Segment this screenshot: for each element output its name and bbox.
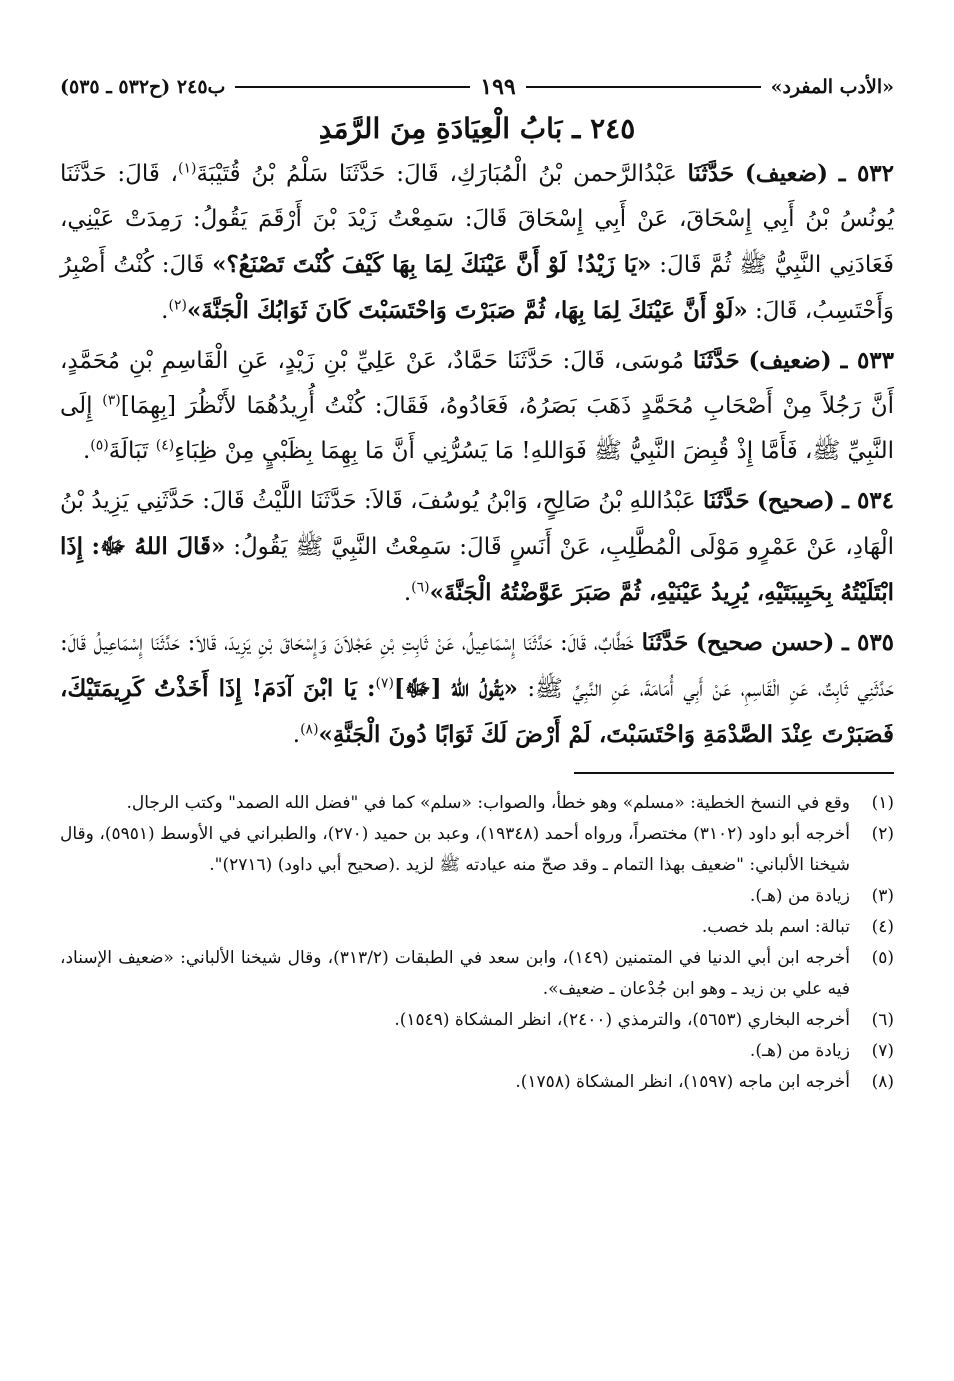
footnote-text: تبالة: اسم بلد خصب.	[701, 917, 850, 937]
hadith-grade: (صحيح)	[756, 487, 835, 514]
footnote-ref: (٢)	[168, 297, 187, 314]
hadith-text: تَبَالَةَ	[108, 438, 149, 464]
hadith-opener: حَدَّثَنَا	[687, 160, 735, 187]
book-page	[60, 70, 894, 1098]
running-head-rule-right	[526, 86, 761, 88]
hadith-533	[60, 338, 894, 474]
footnote-text: زيادة من (هـ).	[749, 1041, 850, 1061]
footnotes	[60, 788, 894, 1098]
footnote-5	[60, 943, 894, 1005]
hadith-535	[60, 620, 894, 758]
prophetic-speech: «يَقُولُ اللهُ [ﷻ]	[393, 675, 518, 702]
chapter-title: ٢٤٥ ـ بَابُ الْعِيَادَةِ مِنَ الرَّمَدِ	[318, 112, 636, 145]
hadith-text: مُوسَى، قَالَ: حَدَّثَنَا حَمَّادٌ، عَنْ عَلِيِّ بْنِ زَيْدٍ، عَنِ الْقَاسِمِ بْنِ مُحَمَّدٍ، أَنَّ رَجُلاً مِنْ أَصْحَابِ مُحَمَّدٍ ذَهَبَ بَصَرُهُ، فَعَادُوهُ، فَقَالَ: كُنْتُ أُرِيدُهُمَا لأَنْظُرَ [بِهِمَا]	[60, 348, 894, 419]
hadith-number: ٥٣٢ ـ	[838, 160, 895, 187]
hadith-grade: (ضعيف)	[748, 347, 832, 374]
running-head-book: «الأدب المفرد»	[770, 76, 894, 98]
footnote-ref: (٥)	[90, 437, 109, 454]
page-number: ١٩٩	[480, 74, 516, 100]
hadith-text: إِلَى النَّبِيِّ ﷺ، فَأَمَّا إِذْ قُبِضَ النَّبِيُّ ﷺ فَوَاللهِ! مَا يَسُرُّنِي أَنَّ مَا بِهِمَا بِظَبْيٍ مِنْ ظِبَاءِ	[60, 393, 894, 464]
footnote-ref: (٤)	[155, 437, 175, 454]
footnote-separator	[574, 772, 894, 774]
hadith-text: ، قَالَ: حَدَّثَنَا يُونُسُ بْنُ أَبِي إِسْحَاقَ، عَنْ أَبِي إِسْحَاقَ قَالَ: سَمِعْتُ زَيْدَ بْنَ أَرْقَمَ يَقُولُ: رَمِدَتْ عَيْنِي، فَعَادَنِي النَّبِيُّ ﷺ ثُمَّ قَالَ:	[60, 161, 895, 278]
footnote-number: (٣)	[871, 886, 894, 906]
footnote-7	[60, 1036, 894, 1067]
footnote-ref: (٣)	[102, 392, 121, 409]
footnote-text: أخرجه ابن ماجه (١٥٩٧)، انظر المشكاة (١٧٥٨).	[515, 1072, 850, 1092]
running-head	[60, 70, 894, 104]
hadith-text: .	[292, 722, 301, 748]
hadith-number: ٥٣٤ ـ	[842, 487, 894, 514]
footnote-number: (٢)	[871, 824, 894, 844]
hadith-opener: حَدَّثَنَا	[641, 629, 689, 656]
hadith-number: ٥٣٣ ـ	[840, 347, 895, 374]
running-head-rule-left	[235, 86, 470, 88]
hadith-532	[60, 151, 894, 334]
prophetic-speech: : يَا ابْنَ آدَمَ! إِذَا أَخَذْتُ كَرِيمَتَيْكَ، فَصَبَرْتَ عِنْدَ الصَّدْمَةِ وَاحْتَسَبْتَ، لَمْ أَرْضَ لَكَ ثَوَابًا دُونَ الْجَنَّةِ»	[60, 675, 894, 748]
prophetic-speech: «قَالَ اللهُ ﷻ: إِذَا ابْتَلَيْتُهُ بِحَبِيبَتَيْهِ، يُرِيدُ عَيْنَيْهِ، ثُمَّ صَبَرَ عَوَّضْتُهُ الْجَنَّةَ»	[60, 533, 894, 606]
footnote-number: (٤)	[871, 917, 894, 937]
footnote-ref: (١)	[177, 160, 197, 177]
footnote-text: وقع في النسخ الخطية: «مسلم» وهو خطأ، والصواب: «سلم» كما في "فضل الله الصمد" وكتب الرجال.	[126, 793, 850, 813]
footnote-text: أخرجه ابن أبي الدنيا في المتمنين (١٤٩)، وابن سعد في الطبقات (٣١٣/٢)، وقال شيخنا الألباني: «ضعيف الإسناد، فيه علي بن زيد ـ وهو ابن جُدْعان ـ ضعيف».	[60, 948, 850, 999]
hadith-grade: (حسن صحيح)	[695, 629, 835, 656]
hadith-text: عَبْدُاللهِ بْنُ صَالِحٍ، وَابْنُ يُوسُفَ، قَالاَ: حَدَّثَنَا اللَّيْثُ قَالَ: حَدَّثَنِي يَزِيدُ بْنُ الْهَادِ، عَنْ عَمْرٍو مَوْلَى الْمُطَّلِبِ، عَنْ أَنَسٍ قَالَ: سَمِعْتُ النَّبِيَّ ﷺ يَقُولُ:	[60, 488, 894, 560]
footnote-8	[60, 1067, 894, 1098]
hadith-text: خَطَّابٌ، قَالَ: حَدَّثَنَا إِسْمَاعِيلُ، عَنْ ثَابِتِ بْنِ عَجْلاَنَ وَإِسْحَاقَ بْنِ يَزِيدَ، قَالاَ: حَدَّثَنَا إِسْمَاعِيلُ قَالَ: حَدَّثَنِي ثَابِتٌ، عَنِ الْقَاسِمِ، عَنْ أَبِي أُمَامَةَ، عَنِ النَّبِيِّ ﷺ:	[60, 630, 894, 702]
hadith-opener: حَدَّثَنَا	[692, 347, 740, 374]
hadith-grade: (ضعيف)	[744, 160, 829, 187]
footnote-text: أخرجه البخاري (٥٦٥٣)، والترمذي (٢٤٠٠)، انظر المشكاة (١٥٤٩).	[394, 1010, 850, 1030]
hadith-text: .	[403, 580, 412, 606]
footnote-number: (١)	[871, 793, 894, 813]
footnote-text: زيادة من (هـ).	[749, 886, 850, 906]
footnote-number: (٦)	[871, 1010, 894, 1030]
footnote-number: (٨)	[871, 1072, 894, 1092]
footnote-3	[60, 881, 894, 912]
hadith-text: قَالَ: كُنْتُ أَصْبِرُ وَأَحْتَسِبُ، قَالَ:	[60, 252, 894, 324]
running-head-reference: ب٢٤٥ (ح٥٣٢ ـ ٥٣٥)	[59, 76, 226, 98]
hadith-number: ٥٣٥ ـ	[841, 629, 895, 656]
footnote-ref: (٨)	[300, 721, 319, 738]
hadith-534	[60, 478, 894, 616]
footnote-number: (٥)	[871, 948, 894, 968]
footnote-text: أخرجه أبو داود (٣١٠٢) مختصراً، ورواه أحمد (١٩٣٤٨)، وعبد بن حميد (٢٧٠)، والطبراني في الأوسط (٥٩٥١)، وقال شيخنا الألباني: "ضعيف بهذا التمام ـ وقد صحّ منه عيادته ﷺ لزيد .(صحيح أبي داود) (٢٧١٦)".	[60, 824, 850, 875]
hadith-text: .	[82, 438, 91, 464]
prophetic-speech: «لَوْ أَنَّ عَيْنَكَ لِمَا بِهَا، ثُمَّ صَبَرْتَ وَاحْتَسَبْتَ كَانَ ثَوَابُكَ الْجَنَّةَ»	[186, 297, 748, 324]
footnote-ref: (٦)	[411, 579, 430, 596]
footnote-number: (٧)	[871, 1041, 894, 1061]
hadith-opener: حَدَّثَنَا	[702, 487, 750, 514]
footnote-1	[60, 788, 894, 819]
footnote-6	[60, 1005, 894, 1036]
footnote-4	[60, 912, 894, 943]
footnote-ref: (٧)	[375, 675, 394, 692]
footnote-2	[60, 819, 894, 881]
hadith-text: .	[161, 298, 169, 324]
prophetic-speech: «يَا زَيْدُ! لَوْ أَنَّ عَيْنَكَ لِمَا بِهَا كَيْفَ كُنْتَ تَصْنَعُ؟»	[212, 251, 652, 278]
hadith-text: عَبْدُالرَّحمن بْنُ الْمُبَارَكِ، قَالَ: حَدَّثَنَا سَلْمُ بْنُ قُتَيْبَةَ	[196, 161, 677, 187]
